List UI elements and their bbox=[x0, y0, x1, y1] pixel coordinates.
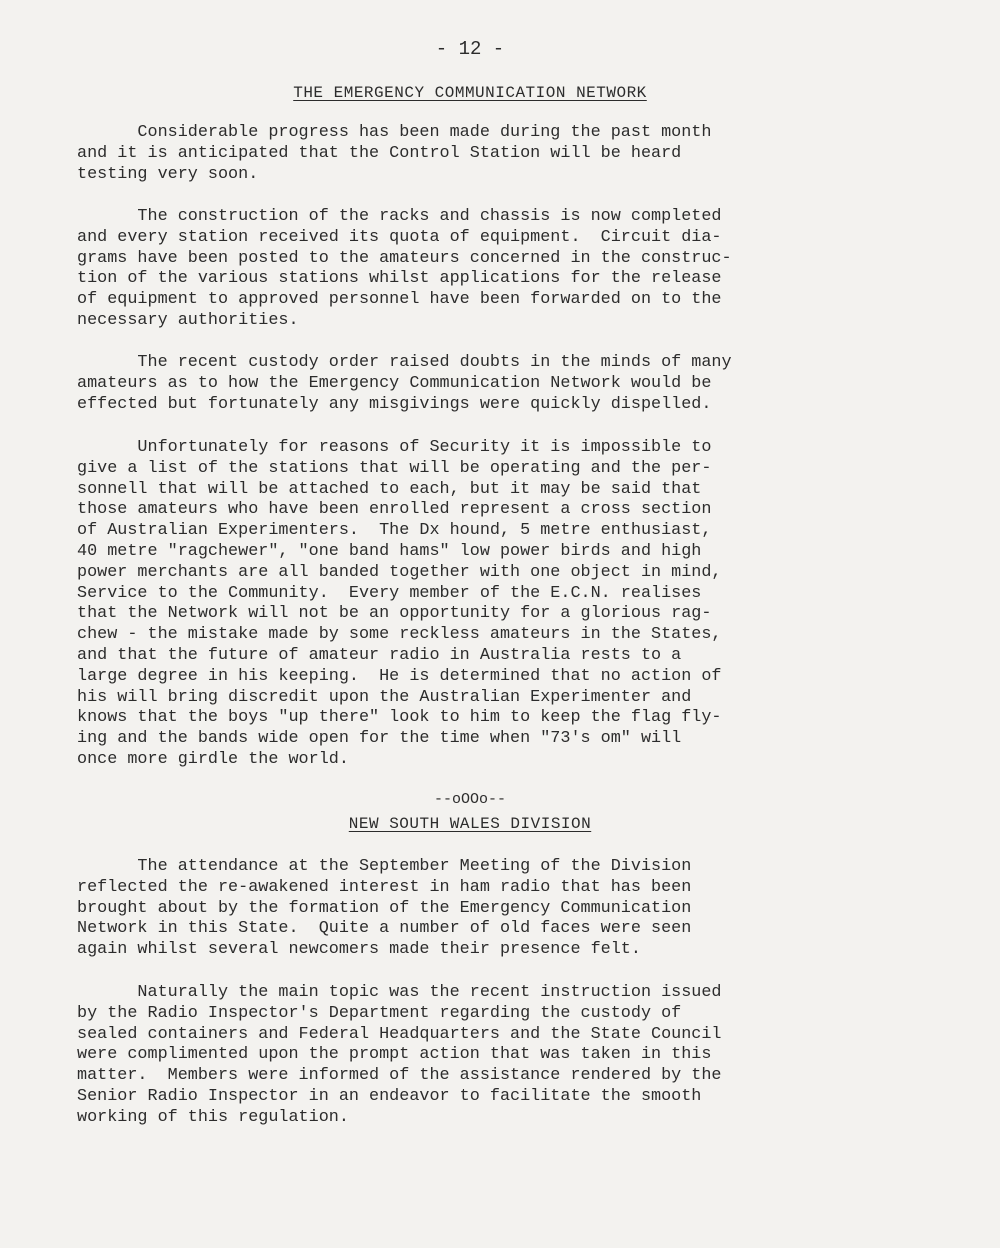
paragraph: Considerable progress has been made during the past month and it is anticipated that the Control Station will be heard testing very soon. bbox=[77, 123, 712, 184]
paragraph: The attendance at the September Meeting of the Division reflected the re-awakened interest in ham radio that has been brought about by the formation of the Emergency Communication Network in this State. Quite a number of old faces were seen again whilst several newcomers made their presence felt. bbox=[77, 857, 692, 960]
paragraph: The recent custody order raised doubts in the minds of many amateurs as to how the Emergency Communication Network would be effected but fortunately any misgivings were quickly dispelled. bbox=[77, 353, 732, 414]
section-title-emergency-network: THE EMERGENCY COMMUNICATION NETWORK bbox=[293, 84, 647, 102]
section-separator: --oOOo-- bbox=[433, 791, 506, 808]
paragraph: Naturally the main topic was the recent instruction issued by the Radio Inspector's Department regarding the custody of sealed containers and Federal Headquarters and the State Council were complimented upon the prompt action that was taken in this matter. Members were informed of the assistance rendered by the Senior Radio Inspector in an endeavor to facilitate the smooth working of this regulation. bbox=[77, 983, 722, 1127]
page-number: - 12 - bbox=[435, 38, 505, 60]
paragraph: The construction of the racks and chassis is now completed and every station received its quota of equipment. Circuit dia- grams have been posted to the amateurs concerned in the construc- tion of the various stations whilst applications for the release of equipment to approved personnel have been forwarded on to the necessary authorities. bbox=[77, 207, 732, 330]
section-title-nsw-division: NEW SOUTH WALES DIVISION bbox=[348, 815, 592, 833]
paragraph: Unfortunately for reasons of Security it is impossible to give a list of the stations that will be operating and the per- sonnell that will be attached to each, but it may be said that those amateurs who have been enrolled represent a cross section of Australian Experimenters. The Dx hound, 5 metre enthusiast, 40 metre "ragchewer", "one band hams" low power birds and high power merchants are all banded together with one object in mind, Service to the Community. Every member of the E.C.N. realises that the Network will not be an opportunity for a glorious rag- chew - the mistake made by some reckless amateurs in the States, and that the future of amateur radio in Australia rests to a large degree in his keeping. He is determined that no action of his will bring discredit upon the Australian Experimenter and knows that the boys "up there" look to him to keep the flag fly- ing and the bands wide open for the time when "73's om" will once more girdle the world. bbox=[77, 438, 722, 769]
